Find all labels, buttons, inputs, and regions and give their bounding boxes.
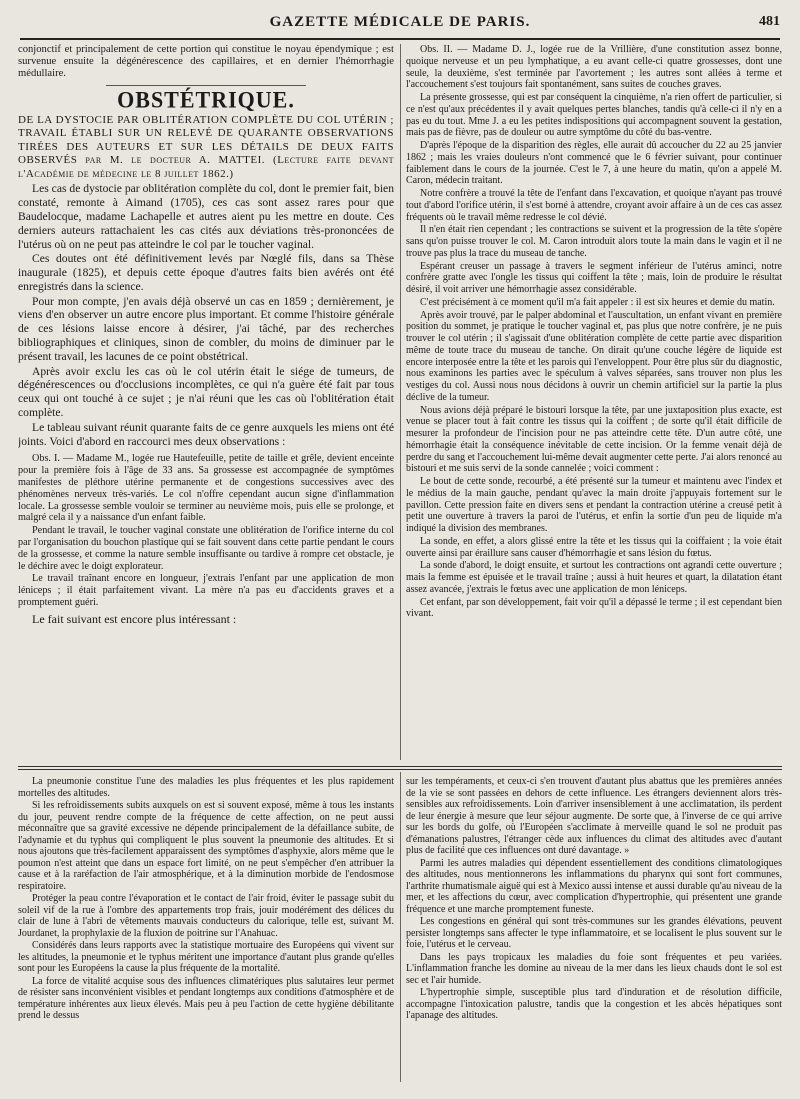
paragraph: Ces doutes ont été définitivement levés par Nœglé fils, dans sa Thèse inaugurale (1825), et depuis cette époque d'autres faits bien avérés ont été enregistrés dans la science. (18, 252, 394, 293)
paragraph: Si les refroidissements subits auxquels on est si souvent exposé, même à tous les instants du jour, peuvent rendre compte de la fréquence de cette affection, on ne peut aussi méconnaître que sa gravité excessive ne dépende principalement de la défaillance subite, de l'adynamie et du typhus qui compliquent le plus souvent la pneumonie des altitudes. Et si nous ajoutons que très-facilement apparaissent des symptômes d'asphyxie, alors même que le poumon n'est atteint que dans un espace fort limité, on ne peut s'empêcher d'en attribuer la cause et à la raréfaction de l'air atmosphérique, et à la diminution morbide de l'endosmose respiratoire. (18, 800, 394, 892)
paragraph: Les cas de dystocie par oblitération complète du col, dont le premier fait, bien constaté, remonte à Aimand (1705), ces cas sont assez rares pour que Baudelocque, madame Lachapelle et autres aient pu les mettre en doute. Ces derniers auteurs rattachaient les cas cités aux déviations très-prononcées de l'utérus où on ne peut pas atteindre le col par le toucher vaginal. (18, 182, 394, 251)
transition-line: Le fait suivant est encore plus intéressant : (32, 611, 237, 626)
paragraph: Le tableau suivant réunit quarante faits de ce genre auxquels les miens ont été joints. Voici d'abord en raccourci mes deux observations : (18, 420, 394, 448)
observation-1-continued: Pendant le travail, le toucher vaginal constate une oblitération de l'orifice interne du col par l'organisation du bouchon plastique qui se fait souvent dans cette partie pendant le cours de la grossesse, et comme la nature semble insuffisante ou tardive à rompre cet obstacle, je le déchire avec le doigt explorateur. (18, 525, 394, 572)
paragraph: sur les tempéraments, et ceux-ci s'en trouvent d'autant plus abattus que les premières années de la vie se sont passées en dehors de cette influence. Les étrangers deviennent alors très-sensibles aux refroidissements. Loin d'arriver insensiblement à une acclimatation, ils perdent de leur énergie à mesure que leur séjour augmente. De sorte que, à l'inverse de ce qui arrive sur les bords du golfe, où l'Européen s'acclimate à merveille quand le sol ne produit pas d'émanations palustres, l'étranger cède aux influences du climat des altitudes avec d'autant plus de facilité que ces influences ont duré davantage. » (406, 776, 782, 856)
article-title (18, 114, 394, 182)
intro-paragraph: conjonctif et principalement de cette portion qui constitue le noyau épendymique ; est survenue ensuite la dégénérescence des capillaires, et en dernier l'hémorrhagie médullaire. (18, 44, 394, 80)
paragraph: La présente grossesse, qui est par conséquent la cinquième, n'a rien offert de particulier, si ce n'est qu'aux précédentes il y avait quelques pertes blanches, tandis qu'à celle-ci il n'y en a pas eu du tout. Mme J. a eu les petites indispositions qui accompagnent souvent la gestation, mais pas de fièvre, pas de douleur ou autre symptôme du côté du bas-ventre. (406, 92, 782, 139)
paragraph: Notre confrère a trouvé la tête de l'enfant dans l'excavation, et quoique n'ayant pas trouvé tout d'abord l'orifice utérin, il s'est borné à attendre, croyant avoir affaire à un de ces cas assez fréquents où le travail même redresse le col dévié. (406, 188, 782, 223)
observation-1-end: Le travail traînant encore en longueur, j'extrais l'enfant par une application de mon léniceps ; il était parfaitement vivant. La mère n'a pas eu d'accidents graves et a promptement guéri. (18, 573, 394, 609)
right-column (406, 44, 782, 760)
journal-title: GAZETTE MÉDICALE DE PARIS. (269, 14, 531, 30)
feuilleton-left-column (18, 776, 394, 1082)
paragraph: Dans les pays tropicaux les maladies du foie sont fréquentes et peu variées. L'inflammation franche les domine au niveau de la mer dans les lieux chauds dont le sol est sec et l'air humide. (406, 951, 782, 986)
paragraph: Après avoir trouvé, par le palper abdominal et l'auscultation, un enfant vivant en première position du sommet, je pratique le toucher vaginal et, pas plus que notre confrère, je ne puis trouver le col utérin ; il s'agissait d'une oblitération complète de cette partie avec disparition même de toute trace du museau de tanche. On dirait qu'une couche légère de liquide est encore interposée entre la tête et les parois qui l'enveloppent. Pour être plus sûr du diagnostic, nous examinons les parties avec le spéculum à valves séparées, sans trouver non plus les vestiges du col. Aussi nous nous décidons à ouvrir un chemin artificiel sur la partie la plus déclive de la tumeur. (406, 309, 782, 403)
paragraph: Le bout de cette sonde, recourbé, a été présenté sur la tumeur et maintenu avec l'index et le médius de la main gauche, pendant qu'avec la main droite j'appuyais fortement sur le pavillon. Cette pression faite en divers sens et pendant la contraction utérine a creusé petit à petit une ouverture à travers la paroi de l'utérus, et enfin la sortie d'un peu de liquide m'a indiqué la division des membranes. (406, 476, 782, 534)
paragraph: Cet enfant, par son développement, fait voir qu'il a dépassé le terme ; il est cependant bien vivant. (406, 596, 782, 620)
paragraph: La force de vitalité acquise sous des influences climatériques plus salutaires leur permet de résister sans inconvénient visibles et pendant longtemps aux conditions d'atmosphère et de température inhérentes aux lieux élevés. Mais peu à peu l'action de cette hygiène débilitante prend le dessus (18, 975, 394, 1021)
paragraph: Il n'en était rien cependant ; les contractions se suivent et la progression de la tête s'opère sans qu'on puisse trouver le col. M. Caron introduit alors toute la main dans le vagin et il ne trouve pas plus la trace du museau de tanche. (406, 224, 782, 259)
paragraph: Nous avions déjà préparé le bistouri lorsque la tête, par une juxtaposition plus exacte, est venue se placer tout à fait contre les tissus qui la coiffent ; de sorte qu'il était difficile de mesurer la profondeur de l'incision pour ne pas atteindre cette tête. D'un autre côté, une hémorrhagie était la conséquence inévitable de cette incision. Or la femme venait déjà de perdre du sang et l'accouchement lui-même devait augmenter cette perte. J'ai alors renoncé au bistouri et me suis servi de la sonde cannelée ; voici comment : (406, 404, 782, 475)
paragraph: Après avoir exclu les cas où le col utérin était le siége de tumeurs, de dégénérescences ou d'occlusions incomplètes, ce qui n'a guère été fait par tous ceux qui ont touché à ce sujet ; je n'ai réuni que les cas où l'oblitération était complète. (18, 364, 394, 420)
paragraph: D'après l'époque de la disparition des règles, elle aurait dû accoucher du 22 au 25 janvier 1862 ; mais les vraies douleurs n'ont commencé que le 6 février suivant, pour continuer faiblement dans le cours de la journée. C'est le 7, à une heure du matin, qu'on a appelé M. Caron, médecin traitant. (406, 140, 782, 187)
section-title: OBSTÉTRIQUE. (117, 85, 295, 113)
paragraph: Considérés dans leurs rapports avec la statistique mortuaire des Européens qui vivent sur les altitudes, la pneumonie et le typhus méritent une importance d'autant plus grande qu'elles sont pour les Européens la cause la plus fréquente de la mortalité. (18, 940, 394, 974)
page-number: 481 (759, 14, 780, 29)
left-column (18, 44, 394, 760)
observation-1: Obs. I. — Madame M., logée rue Hautefeuille, petite de taille et grêle, devient enceinte pour la première fois à l'âge de 33 ans. Sa grossesse est accompagnée de symptômes manifestes de pléthore utérine permanente et de congestions successives avec des phénomènes nerveux très-variés. Le col n'offre cependant aucun signe d'inflammation locale. La grossesse semble vouloir se terminer au neuvième mois, puis elle se prolonge, et malgré cela il y a naissance d'un enfant faible. (18, 453, 394, 524)
column-divider (400, 44, 401, 760)
paragraph: Pour mon compte, j'en avais déjà observé un cas en 1859 ; dernièrement, je viens d'en observer un autre encore plus important. Et comme l'histoire générale de ces lésions laisse encore à désirer, j'ai tâché, par des recherches bibliographiques et cliniques, sinon de combler, du moins de diminuer par le présent travail, les lacunes de ce point obstétrical. (18, 294, 394, 363)
observation-2: Obs. II. — Madame D. J., logée rue de la Vrillière, d'une constitution assez bonne, quoique nerveuse et un peu lymphatique, a eu avant celle-ci quatre grossesses, dont une seule, la deuxième, s'est terminée par l'avortement ; les autres sont allées à terme et l'accouchement s'est toujours fait spontanément, sans suites de couches graves. (406, 44, 782, 91)
paragraph: L'hypertrophie simple, susceptible plus tard d'induration et de résolution difficile, accompagne l'intoxication palustre, tandis que la congestion et les abcès hépatiques sont l'apanage des altitudes. (406, 987, 782, 1021)
page-header (20, 10, 780, 40)
article-title-text: DE LA DYSTOCIE PAR OBLITÉRATION COMPLÈTE DU COL UTÉRIN ; TRAVAIL ÉTABLI SUR UN RELEVÉ DE QUARANTE OBSERVATIONS TIRÉES DES AUTEURS ET SUR LES DÉTAILS DE DEUX FAITS OBSERVÉS par M. le docteur A. MATTEI. (Lecture faite devant l'Académie de médecine le 8 juillet 1862.) (18, 113, 394, 180)
paragraph: C'est précisément à ce moment qu'il m'a fait appeler : il est six heures et demie du matin. (420, 296, 775, 308)
paragraph: La sonde d'abord, le doigt ensuite, et surtout les contractions ont agrandi cette ouverture ; mais la femme est épuisée et le travail traîne ; aussi à huit heures et quart, la dilatation étant assez avancée, j'extrais le fœtus avec une application de mon léniceps. (406, 560, 782, 595)
paragraph: Protéger la peau contre l'évaporation et le contact de l'air froid, éviter le passage subit du soleil vif de la rue à l'ombre des appartements trop frais, jouir modérément des délices du clair de lune à l'abri de vêtements mauvais conducteurs du calorique, telle est, suivant M. Jourdanet, la prophylaxie de la fluxion de poitrine sur l'Anahuac. (18, 893, 394, 939)
paragraph: La pneumonie constitue l'une des maladies les plus fréquentes et les plus rapidement mortelles des altitudes. (18, 776, 394, 799)
paragraph: Espérant creuser un passage à travers le segment inférieur de l'utérus aminci, notre confrère gratte avec l'ongle les tissus qui coiffent la tête ; mais, loin de produire le résultat désiré, il voit arriver une hémorrhagie assez considérable. (406, 260, 782, 295)
feuilleton-right-column (406, 776, 782, 1082)
paragraph: La sonde, en effet, a alors glissé entre la tête et les tissus qui la coiffaient ; la voie était ouverte ainsi par éraillure sans causer d'hémorrhagie et sans lésion du fœtus. (406, 535, 782, 559)
column-divider (400, 772, 401, 1082)
feuilleton-rule (18, 766, 782, 767)
paragraph: Parmi les autres maladies qui dépendent essentiellement des conditions climatologiques des altitudes, nous mentionnerons les inflammations du pharynx qui sont fort communes, l'arthrite rhumatismale aiguë qui est à Mexico aussi intense et aussi durable qu'au niveau de la mer, et les affections du cœur, avec complication d'hypertrophie, qui présentent une grande fréquence et une marche promptement funeste. (406, 857, 782, 915)
paragraph: Les congestions en général qui sont très-communes sur les grandes élévations, peuvent persister longtemps sans affecter le type inflammatoire, et se localisent le plus souvent sur le foie, l'utérus et le cerveau. (406, 916, 782, 950)
feuilleton-rule-double (18, 769, 782, 770)
